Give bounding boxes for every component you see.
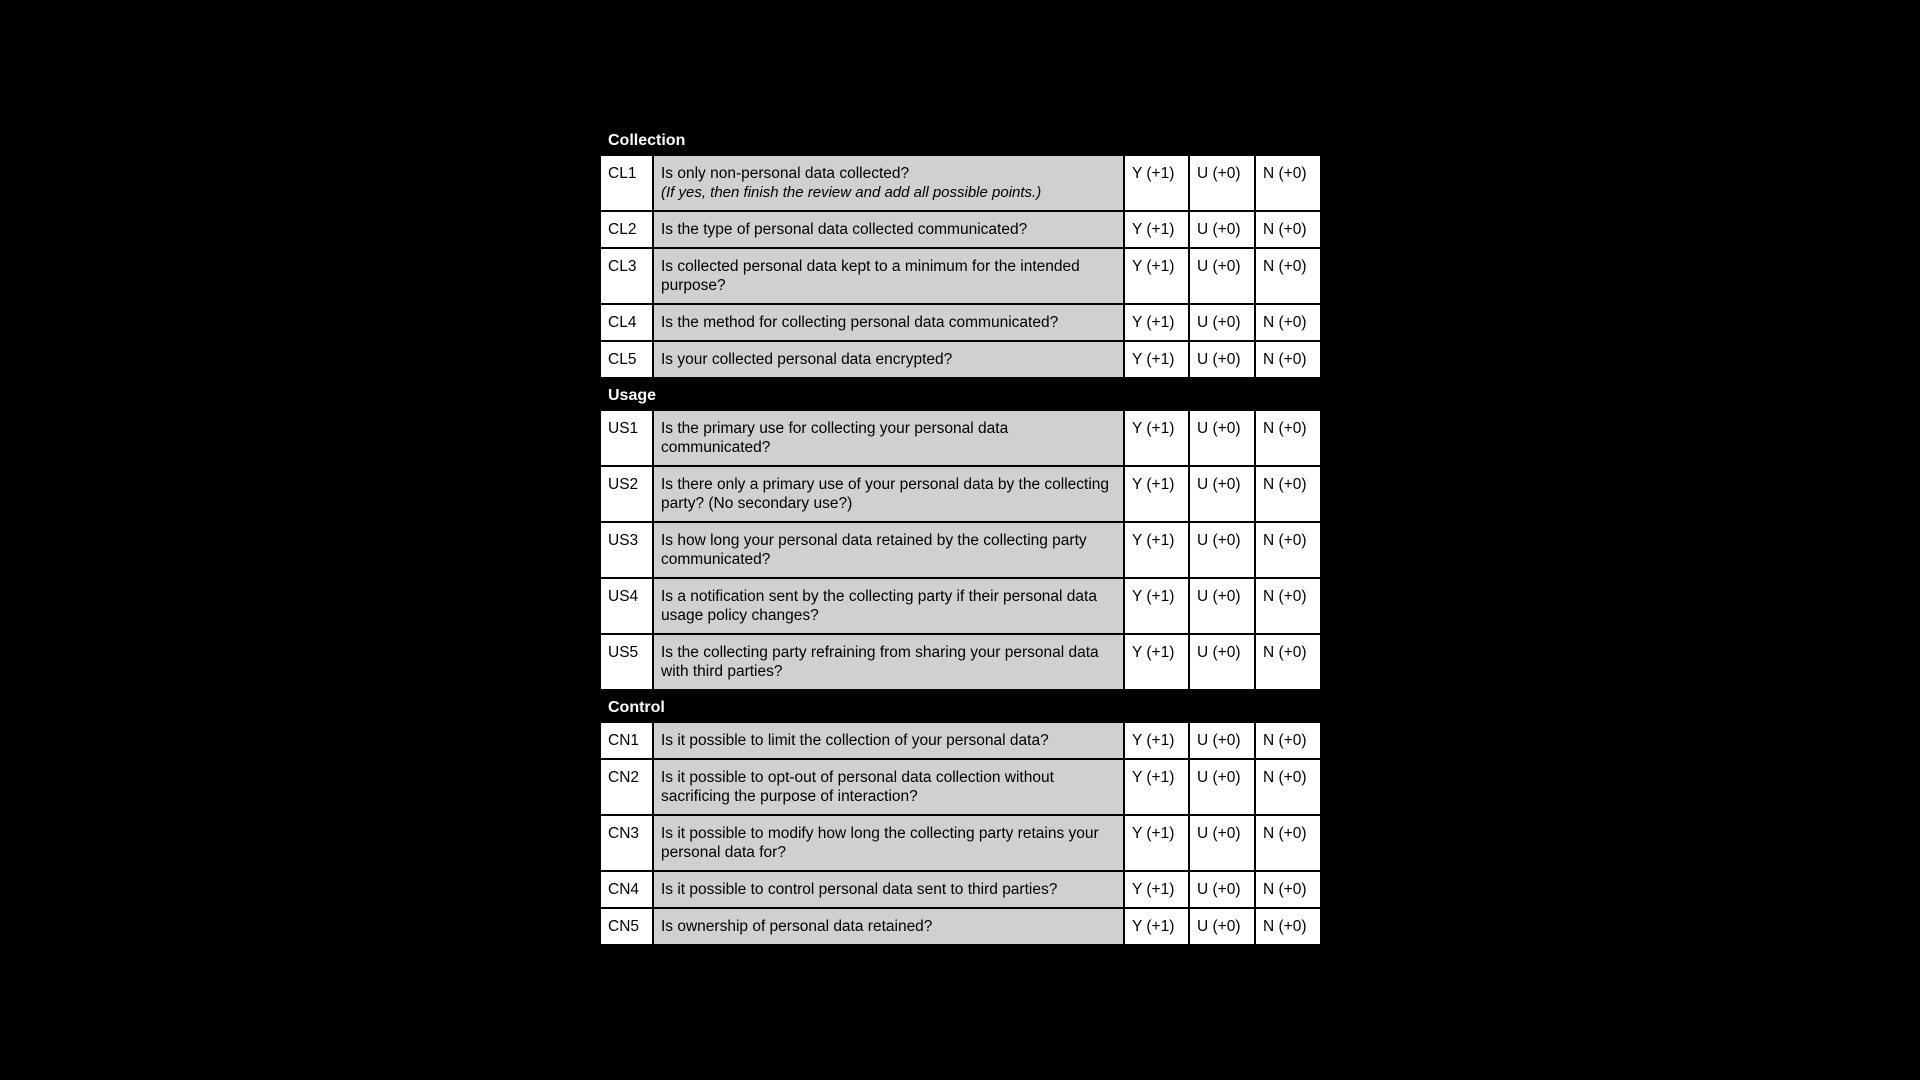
answer-unknown: U (+0) bbox=[1190, 305, 1256, 340]
section-title: Control bbox=[608, 699, 665, 716]
answer-no: N (+0) bbox=[1256, 635, 1320, 689]
answer-unknown: U (+0) bbox=[1190, 635, 1256, 689]
question-id: US2 bbox=[601, 467, 654, 521]
answer-yes: Y (+1) bbox=[1125, 212, 1190, 247]
answer-no: N (+0) bbox=[1256, 909, 1320, 944]
table-row bbox=[601, 342, 1320, 379]
answer-yes: Y (+1) bbox=[1125, 305, 1190, 340]
answer-unknown: U (+0) bbox=[1190, 249, 1256, 303]
answer-yes: Y (+1) bbox=[1125, 816, 1190, 870]
answer-unknown: U (+0) bbox=[1190, 342, 1256, 377]
answer-yes: Y (+1) bbox=[1125, 249, 1190, 303]
question-id: CL2 bbox=[601, 212, 654, 247]
question-text: Is it possible to control personal data sent to third parties? bbox=[654, 872, 1125, 907]
question-text: Is the primary use for collecting your personal data communicated? bbox=[654, 411, 1125, 465]
question-id: CN3 bbox=[601, 816, 654, 870]
answer-yes: Y (+1) bbox=[1125, 872, 1190, 907]
question-text: Is a notification sent by the collecting party if their personal data usage policy changes? bbox=[654, 579, 1125, 633]
answer-unknown: U (+0) bbox=[1190, 523, 1256, 577]
answer-no: N (+0) bbox=[1256, 342, 1320, 377]
question-text: Is the type of personal data collected communicated? bbox=[654, 212, 1125, 247]
answer-unknown: U (+0) bbox=[1190, 909, 1256, 944]
question-id: CL1 bbox=[601, 156, 654, 210]
question-id: US1 bbox=[601, 411, 654, 465]
table-row bbox=[601, 635, 1320, 691]
table-row bbox=[601, 760, 1320, 816]
answer-yes: Y (+1) bbox=[1125, 467, 1190, 521]
section-collection bbox=[601, 124, 1320, 379]
section-control bbox=[601, 691, 1320, 946]
answer-no: N (+0) bbox=[1256, 249, 1320, 303]
answer-unknown: U (+0) bbox=[1190, 579, 1256, 633]
answer-no: N (+0) bbox=[1256, 760, 1320, 814]
answer-yes: Y (+1) bbox=[1125, 635, 1190, 689]
table-row bbox=[601, 816, 1320, 872]
answer-no: N (+0) bbox=[1256, 467, 1320, 521]
table-row bbox=[601, 467, 1320, 523]
question-id: CL5 bbox=[601, 342, 654, 377]
table-row bbox=[601, 579, 1320, 635]
question-id: US4 bbox=[601, 579, 654, 633]
answer-no: N (+0) bbox=[1256, 305, 1320, 340]
question-text: Is the method for collecting personal data communicated? bbox=[654, 305, 1125, 340]
question-id: CN2 bbox=[601, 760, 654, 814]
question-id: CN1 bbox=[601, 723, 654, 758]
question-id: CL4 bbox=[601, 305, 654, 340]
section-title: Collection bbox=[608, 132, 686, 149]
section-usage bbox=[601, 379, 1320, 691]
question-id: CN4 bbox=[601, 872, 654, 907]
table-row bbox=[601, 249, 1320, 305]
question-cell bbox=[654, 156, 1125, 210]
question-text: Is only non-personal data collected? bbox=[661, 165, 910, 182]
answer-no: N (+0) bbox=[1256, 723, 1320, 758]
question-text: Is your collected personal data encrypted? bbox=[654, 342, 1125, 377]
answer-no: N (+0) bbox=[1256, 872, 1320, 907]
table-row bbox=[601, 872, 1320, 909]
answer-unknown: U (+0) bbox=[1190, 760, 1256, 814]
question-text: Is ownership of personal data retained? bbox=[654, 909, 1125, 944]
question-text: Is the collecting party refraining from sharing your personal data with third parties? bbox=[654, 635, 1125, 689]
answer-yes: Y (+1) bbox=[1125, 909, 1190, 944]
question-text: Is it possible to modify how long the collecting party retains your personal data for? bbox=[654, 816, 1125, 870]
answer-yes: Y (+1) bbox=[1125, 156, 1190, 210]
answer-unknown: U (+0) bbox=[1190, 723, 1256, 758]
answer-no: N (+0) bbox=[1256, 212, 1320, 247]
question-note: (If yes, then finish the review and add all possible points.) bbox=[661, 184, 1042, 201]
table-row bbox=[601, 411, 1320, 467]
table-row bbox=[601, 305, 1320, 342]
answer-unknown: U (+0) bbox=[1190, 872, 1256, 907]
question-text: Is collected personal data kept to a minimum for the intended purpose? bbox=[654, 249, 1125, 303]
question-text: Is it possible to limit the collection of your personal data? bbox=[654, 723, 1125, 758]
table-row bbox=[601, 212, 1320, 249]
answer-yes: Y (+1) bbox=[1125, 411, 1190, 465]
answer-unknown: U (+0) bbox=[1190, 467, 1256, 521]
answer-yes: Y (+1) bbox=[1125, 523, 1190, 577]
question-id: CN5 bbox=[601, 909, 654, 944]
answer-yes: Y (+1) bbox=[1125, 342, 1190, 377]
answer-no: N (+0) bbox=[1256, 523, 1320, 577]
table-row bbox=[601, 523, 1320, 579]
table-row bbox=[601, 723, 1320, 760]
answer-no: N (+0) bbox=[1256, 156, 1320, 210]
answer-unknown: U (+0) bbox=[1190, 816, 1256, 870]
answer-no: N (+0) bbox=[1256, 411, 1320, 465]
question-id: CL3 bbox=[601, 249, 654, 303]
answer-unknown: U (+0) bbox=[1190, 212, 1256, 247]
section-title: Usage bbox=[608, 387, 657, 404]
answer-unknown: U (+0) bbox=[1190, 411, 1256, 465]
answer-no: N (+0) bbox=[1256, 816, 1320, 870]
table-row bbox=[601, 909, 1320, 946]
answer-yes: Y (+1) bbox=[1125, 579, 1190, 633]
question-text: Is how long your personal data retained by the collecting party communicated? bbox=[654, 523, 1125, 577]
question-id: US3 bbox=[601, 523, 654, 577]
question-text: Is there only a primary use of your personal data by the collecting party? (No secondary use?) bbox=[654, 467, 1125, 521]
question-text: Is it possible to opt-out of personal data collection without sacrificing the purpose of interaction? bbox=[654, 760, 1125, 814]
answer-no: N (+0) bbox=[1256, 579, 1320, 633]
answer-yes: Y (+1) bbox=[1125, 760, 1190, 814]
question-id: US5 bbox=[601, 635, 654, 689]
privacy-review-table bbox=[601, 124, 1320, 946]
answer-unknown: U (+0) bbox=[1190, 156, 1256, 210]
answer-yes: Y (+1) bbox=[1125, 723, 1190, 758]
table-row bbox=[601, 156, 1320, 212]
